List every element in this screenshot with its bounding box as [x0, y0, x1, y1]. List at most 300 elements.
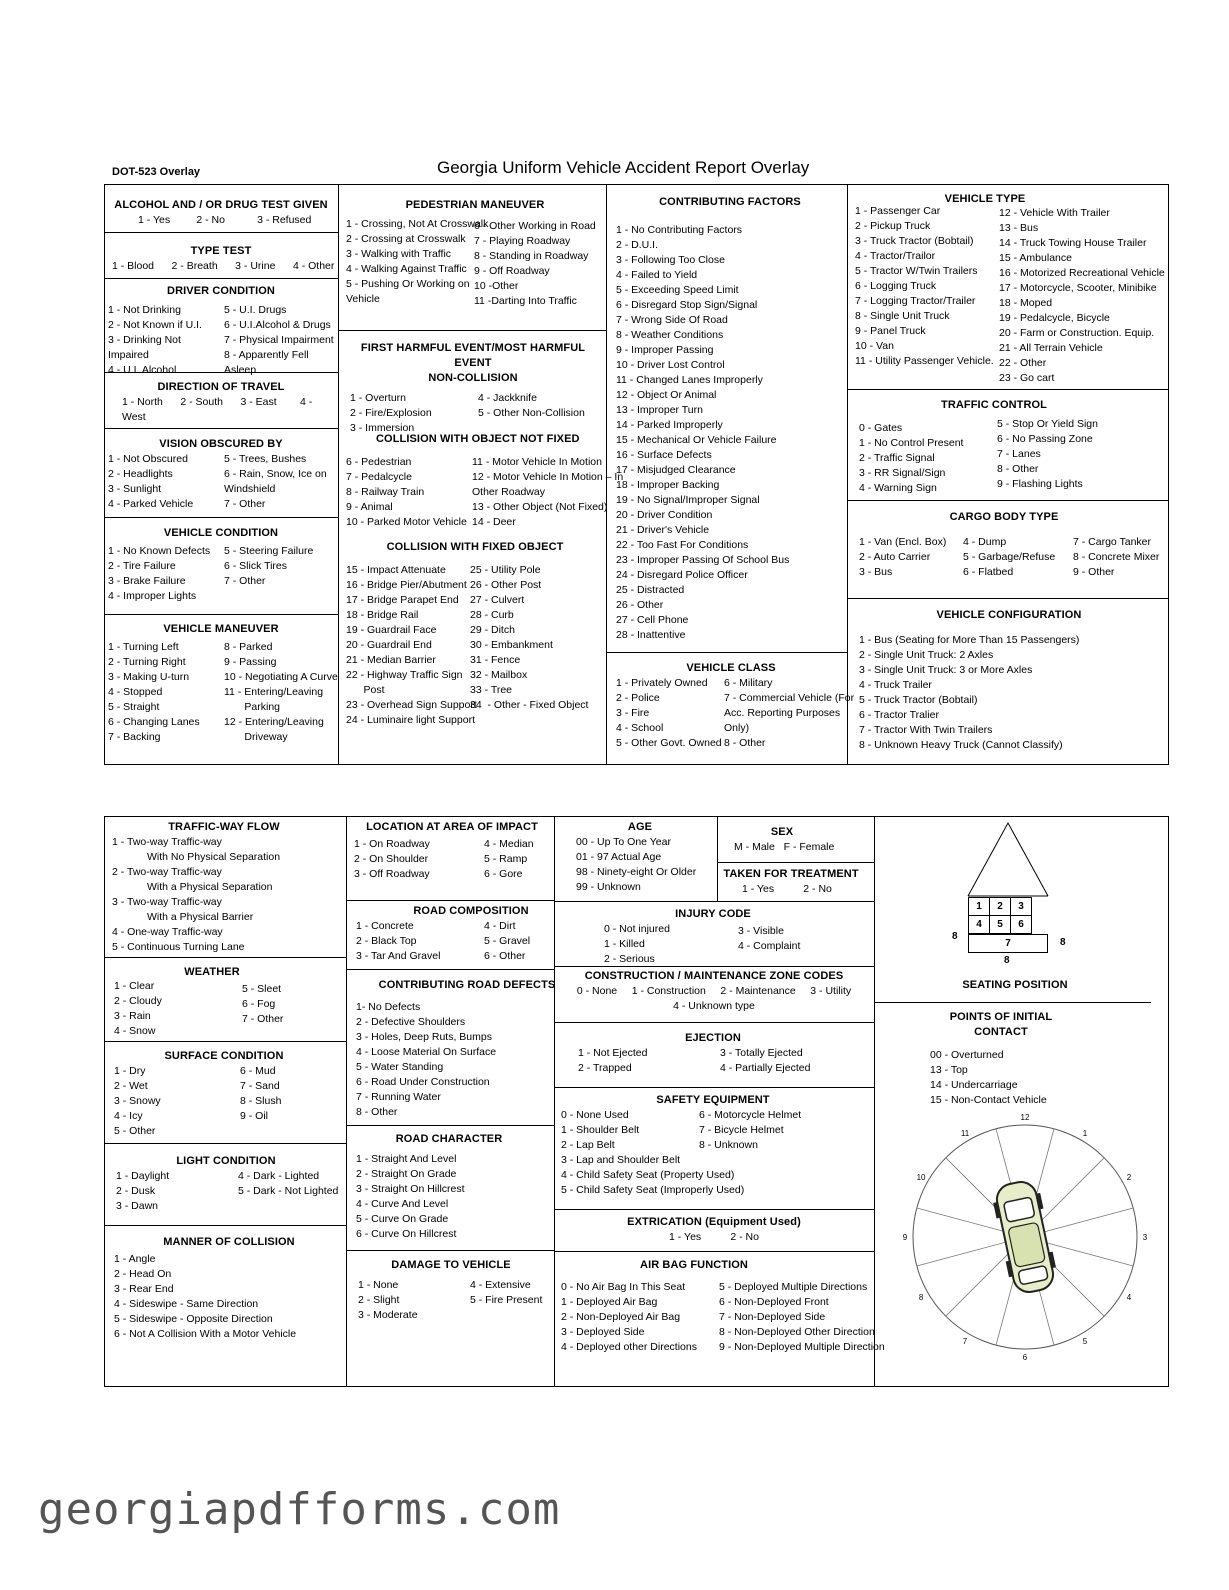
list-item: Vehicle	[346, 293, 380, 305]
list-item: 4 - School	[616, 722, 664, 734]
list-item: 3 - Straight On Hillcrest	[356, 1183, 465, 1195]
trafficway-section	[112, 820, 344, 955]
seating-title: SEATING POSITION	[962, 979, 1068, 991]
list-item: 4 - Child Safety Seat (Property Used)	[561, 1169, 735, 1181]
list-item: 11 -Darting Into Traffic	[474, 295, 577, 307]
list-item: 15 - Impact Attenuate	[346, 564, 446, 576]
list-item: 6 - Disregard Stop Sign/Signal	[616, 299, 758, 311]
treatment-section	[720, 867, 872, 897]
clock-label[interactable]: 6	[1022, 1353, 1028, 1362]
collision-fixed-title: COLLISION WITH FIXED OBJECT	[386, 541, 564, 553]
list-item: 22 - Too Fast For Conditions	[616, 539, 749, 551]
list-item: 6 - Slick Tires	[224, 560, 288, 572]
seating-grid	[968, 897, 1032, 934]
list-item: 23 - Go cart	[999, 372, 1055, 384]
alcohol-no: 2 - No	[196, 214, 225, 226]
list-item: 14 - Undercarriage	[930, 1079, 1018, 1091]
list-item: 9 - Panel Truck	[855, 325, 926, 337]
list-item: 6 - Flatbed	[963, 566, 1014, 578]
type-test-item: 3 - Urine	[235, 260, 276, 272]
list-item: 2 - Lap Belt	[561, 1139, 615, 1151]
construction-line2: 4 - Unknown type	[673, 1000, 755, 1012]
list-item: 4 - Complaint	[738, 940, 801, 952]
direction-line2: West	[122, 411, 146, 423]
list-item: 1 - Not Obscured	[108, 453, 188, 465]
list-item: 7 - Other	[224, 575, 266, 587]
list-item: 5 - Curve On Grade	[356, 1213, 449, 1225]
damage-title: DAMAGE TO VEHICLE	[391, 1259, 511, 1271]
list-item: 8 - Single Unit Truck	[855, 310, 950, 322]
damage-section	[358, 1258, 552, 1323]
list-item: 5 - Continuous Turning Lane	[112, 941, 245, 953]
airbag-section	[561, 1258, 885, 1355]
list-item: 7 - Cargo Tanker	[1073, 536, 1152, 548]
road-defects-title: CONTRIBUTING ROAD DEFECTS	[378, 979, 556, 991]
weather-title: WEATHER	[184, 966, 240, 978]
list-item: With No Physical Separation	[112, 851, 281, 863]
list-item: 8 - Other	[724, 737, 766, 749]
list-item: 6 - Curve On Hillcrest	[356, 1228, 457, 1240]
list-item: 1 - Not Ejected	[578, 1047, 648, 1059]
list-item: 29 - Ditch	[470, 624, 515, 636]
list-item: 7 - Playing Roadway	[474, 235, 571, 247]
list-item: 2 - Turning Right	[108, 656, 186, 668]
seat-8-right[interactable]: 8	[1060, 937, 1066, 948]
list-item: 6 - Rain, Snow, Ice on	[224, 468, 327, 480]
list-item: 1 - No Control Present	[859, 437, 964, 449]
list-item: 4 - U.I. Alcohol	[108, 364, 177, 376]
list-item: 5 - Child Safety Seat (Improperly Used)	[561, 1184, 745, 1196]
list-item: 8 - Non-Deployed Other Direction	[719, 1326, 875, 1338]
list-item: 2 - Slight	[358, 1294, 400, 1306]
list-item: 18 - Improper Backing	[616, 479, 720, 491]
list-item: 5 - Sleet	[242, 983, 282, 995]
list-item: 5 - Trees, Bushes	[224, 453, 307, 465]
list-item: 7 - Backing	[108, 731, 161, 743]
list-item: 1 - Turning Left	[108, 641, 179, 653]
vehicle-config-title: VEHICLE CONFIGURATION	[936, 609, 1082, 621]
type-test-section	[108, 244, 334, 274]
safety-section	[561, 1093, 872, 1198]
list-item: 5 - Other Govt. Owned	[616, 737, 722, 749]
construction-section	[556, 969, 872, 1014]
list-item: 2 - Pickup Truck	[855, 220, 931, 232]
seat-6[interactable]: 6	[1011, 916, 1032, 934]
list-item: 6 - Road Under Construction	[356, 1076, 490, 1088]
list-item: 17 - Misjudged Clearance	[616, 464, 736, 476]
clock-label[interactable]: 8	[918, 1293, 924, 1302]
list-item: 4 - Snow	[114, 1025, 156, 1037]
list-item: 12 - Vehicle With Trailer	[999, 207, 1110, 219]
list-item: 00 - Overturned	[930, 1049, 1004, 1061]
list-item: 3 - Rain	[114, 1010, 151, 1022]
seat-8-bottom[interactable]: 8	[1004, 955, 1010, 966]
list-item: 1 - Concrete	[356, 920, 414, 932]
list-item: 6 - Pedestrian	[346, 456, 412, 468]
traffic-control-title: TRAFFIC CONTROL	[941, 399, 1047, 411]
list-item: 6 - No Passing Zone	[997, 433, 1093, 445]
list-item: 5 - Fire Present	[470, 1294, 543, 1306]
list-item: 4 - Improper Lights	[108, 590, 197, 602]
list-item: 7 - Physical Impairment	[224, 334, 334, 346]
list-item: 3 - Two-way Traffic-way	[112, 896, 222, 908]
list-item: 8 - Apparently Fell Asleep	[224, 349, 309, 376]
list-item: 2 - Defective Shoulders	[356, 1016, 466, 1028]
vehicle-maneuver-title: VEHICLE MANEUVER	[163, 623, 279, 635]
list-item: 4 - Sideswipe - Same Direction	[114, 1298, 259, 1310]
list-item: 2 - Two-way Traffic-way	[112, 866, 222, 878]
extrication-items: 1 - Yes 2 - No	[669, 1231, 759, 1243]
list-item: 9 - Other	[1073, 566, 1115, 578]
list-item: Driveway	[224, 731, 288, 743]
ejection-title: EJECTION	[685, 1032, 741, 1044]
alcohol-refused: 3 - Refused	[257, 214, 312, 226]
cargo-section	[859, 510, 1165, 580]
list-item: 5 - Pushing Or Working on	[346, 278, 470, 290]
list-item: 33 - Tree	[470, 684, 513, 696]
list-item: 3 - Brake Failure	[108, 575, 186, 587]
list-item: 16 - Surface Defects	[616, 449, 712, 461]
list-item: 4 - Stopped	[108, 686, 163, 698]
list-item: 1 - No Contributing Factors	[616, 224, 743, 236]
collision-not-fixed-title: COLLISION WITH OBJECT NOT FIXED	[376, 433, 580, 445]
list-item: 14 - Parked Improperly	[616, 419, 723, 431]
list-item: 99 - Unknown	[576, 881, 641, 893]
list-item: 5 - Gravel	[484, 935, 531, 947]
list-item: 1 - Dry	[114, 1065, 146, 1077]
list-item: 18 - Bridge Rail	[346, 609, 419, 621]
list-item: 14 - Truck Towing House Trailer	[999, 237, 1147, 249]
vehicle-type-title: VEHICLE TYPE	[944, 193, 1026, 205]
list-item: Parking	[224, 701, 281, 713]
list-item: 7 - Other	[242, 1013, 284, 1025]
list-item: 15 - Mechanical Or Vehicle Failure	[616, 434, 777, 446]
list-item: 9 - Off Roadway	[474, 265, 550, 277]
list-item: Other Roadway	[472, 486, 545, 498]
road-char-title: ROAD CHARACTER	[395, 1133, 503, 1145]
seat-3[interactable]: 3	[1011, 898, 1032, 916]
list-item: 11 - Entering/Leaving	[224, 686, 324, 698]
driver-condition-title: DRIVER CONDITION	[167, 285, 275, 297]
list-item: 6 - Not A Collision With a Motor Vehicle	[114, 1328, 297, 1340]
list-item: 23 - Overhead Sign Support	[346, 699, 477, 711]
list-item: 2 - On Shoulder	[354, 853, 429, 865]
list-item: 3 - Sunlight	[108, 483, 162, 495]
list-item: 0 - Gates	[859, 422, 903, 434]
list-item: 2 - Crossing at Crosswalk	[346, 233, 466, 245]
list-item: 3 - Immersion	[350, 422, 415, 434]
vehicle-condition-section	[108, 526, 334, 604]
list-item: 25 - Utility Pole	[470, 564, 541, 576]
list-item: 15 - Non-Contact Vehicle	[930, 1094, 1047, 1106]
list-item: 3 - Truck Tractor (Bobtail)	[855, 235, 974, 247]
construction-title: CONSTRUCTION / MAINTENANCE ZONE CODES	[584, 970, 844, 982]
type-test-item: 4 - Other	[292, 260, 335, 272]
list-item: 1 - Straight And Level	[356, 1153, 457, 1165]
list-item: 2 - Traffic Signal	[859, 452, 935, 464]
clock-label[interactable]: 5	[1082, 1336, 1088, 1346]
list-item: 5 - Dark - Not Lighted	[238, 1185, 339, 1197]
list-item: 30 - Embankment	[470, 639, 553, 651]
first-harmful-title: FIRST HARMFUL EVENT/MOST HARMFUL EVENT	[360, 342, 586, 369]
list-item: 12 - Motor Vehicle In Motion – In	[472, 471, 624, 483]
list-item: 2 - Straight On Grade	[356, 1168, 457, 1180]
seat-7[interactable]: 7	[968, 934, 1048, 953]
contact-section	[930, 1010, 1160, 1108]
direction-line1: 1 - North 2 - South 3 - East 4 -	[122, 396, 313, 408]
list-item: 6 - Other Working in Road	[474, 220, 596, 232]
list-item: 7 - Logging Tractor/Trailer	[855, 295, 976, 307]
treatment-items: 1 - Yes 2 - No	[742, 883, 832, 895]
list-item: 8 - Other	[356, 1106, 398, 1118]
list-item: Windshield	[224, 483, 276, 495]
list-item: 2 - Non-Deployed Air Bag	[561, 1311, 681, 1323]
clock-label[interactable]: 4	[1126, 1293, 1132, 1302]
list-item: 6 - Other	[484, 950, 526, 962]
direction-title: DIRECTION OF TRAVEL	[157, 381, 285, 393]
list-item: 1 - Not Drinking	[108, 304, 181, 316]
vehicle-config-section	[859, 608, 1165, 753]
list-item: 3 - Totally Ejected	[720, 1047, 803, 1059]
list-item: 12 - Entering/Leaving	[224, 716, 324, 728]
list-item: 13 - Bus	[999, 222, 1039, 234]
page-title: Georgia Uniform Vehicle Accident Report Overlay	[437, 158, 810, 177]
sex-title: SEX	[770, 826, 794, 838]
seat-4[interactable]: 4	[969, 916, 990, 934]
list-item: 3 - Fire	[616, 707, 650, 719]
surface-title: SURFACE CONDITION	[164, 1050, 284, 1062]
driver-condition-section	[108, 284, 334, 378]
cargo-title: CARGO BODY TYPE	[949, 511, 1059, 523]
extrication-section	[556, 1215, 872, 1245]
list-item: Acc. Reporting Purposes	[724, 707, 841, 719]
location-title: LOCATION AT AREA OF IMPACT	[366, 821, 538, 833]
manner-title: MANNER OF COLLISION	[163, 1236, 295, 1248]
list-item: 1- No Defects	[356, 1001, 421, 1013]
road-defects-section	[356, 978, 556, 1120]
seat-8-left[interactable]: 8	[952, 931, 958, 942]
list-item: 2 - Serious	[604, 953, 655, 965]
list-item: 5 - Sideswipe - Opposite Direction	[114, 1313, 273, 1325]
list-item: With a Physical Separation	[112, 881, 273, 893]
clock-label[interactable]: 9	[902, 1233, 908, 1242]
clock-label[interactable]: 3	[1142, 1233, 1148, 1242]
list-item: 5 - Other	[114, 1125, 156, 1137]
list-item: 4 - Deployed other Directions	[561, 1341, 697, 1353]
form-id: DOT-523 Overlay	[112, 166, 201, 178]
list-item: 5 - Truck Tractor (Bobtail)	[859, 694, 978, 706]
alcohol-section	[108, 198, 334, 228]
list-item: 15 - Ambulance	[999, 252, 1072, 264]
direction-section	[108, 380, 334, 425]
list-item: 13 - Top	[930, 1064, 968, 1076]
list-item: 6 - Military	[724, 677, 773, 689]
list-item: 5 - Stop Or Yield Sign	[997, 418, 1098, 430]
list-item: 11 - Changed Lanes Improperly	[616, 374, 763, 386]
list-item: 4 - Warning Sign	[859, 482, 937, 494]
vehicle-type-section	[855, 192, 1165, 386]
list-item: 8 - Unknown Heavy Truck (Cannot Classify)	[859, 739, 1063, 751]
list-item: 2 - D.U.I.	[616, 239, 659, 251]
list-item: 19 - No Signal/Improper Signal	[616, 494, 760, 506]
list-item: 2 - Auto Carrier	[859, 551, 931, 563]
clock-label[interactable]: 11	[960, 1129, 970, 1139]
contact-clock-diagram	[900, 1105, 1150, 1383]
seat-5[interactable]: 5	[990, 916, 1011, 934]
list-item: 6 - Changing Lanes	[108, 716, 200, 728]
list-item: 7 - Bicycle Helmet	[699, 1124, 784, 1136]
list-item: 21 - Driver's Vehicle	[616, 524, 710, 536]
list-item: 19 - Pedalcycle, Bicycle	[999, 312, 1110, 324]
list-item: 4 - Curve And Level	[356, 1198, 449, 1210]
list-item: 2 - Not Known if U.I.	[108, 319, 202, 331]
clock-label[interactable]: 12	[1020, 1113, 1030, 1122]
list-item: 20 - Guardrail End	[346, 639, 432, 651]
vehicle-maneuver-section	[108, 622, 338, 745]
list-item: 8 - Railway Train	[346, 486, 425, 498]
first-harmful-section	[342, 341, 604, 436]
list-item: 8 - Parked	[224, 641, 273, 653]
list-item: 4 - Dump	[963, 536, 1007, 548]
list-item: 3 - Dawn	[116, 1200, 159, 1212]
light-section	[116, 1154, 344, 1214]
list-item: 23 - Improper Passing Of School Bus	[616, 554, 790, 566]
list-item: 4 - Partially Ejected	[720, 1062, 811, 1074]
list-item: 28 - Inattentive	[616, 629, 686, 641]
list-item: 4 - Parked Vehicle	[108, 498, 194, 510]
list-item: 24 - Disregard Police Officer	[616, 569, 748, 581]
list-item: Post	[346, 684, 385, 696]
list-item: 6 - Gore	[484, 868, 523, 880]
list-item: 16 - Bridge Pier/Abutment	[346, 579, 467, 591]
list-item: 2 - Single Unit Truck: 2 Axles	[859, 649, 994, 661]
list-item: 2 - Wet	[114, 1080, 148, 1092]
list-item: 0 - No Air Bag In This Seat	[561, 1281, 686, 1293]
list-item: 5 - Exceeding Speed Limit	[616, 284, 739, 296]
list-item: 10 - Negotiating A Curve	[224, 671, 338, 683]
list-item: 5 - Deployed Multiple Directions	[719, 1281, 868, 1293]
list-item: 2 - Headlights	[108, 468, 173, 480]
list-item: 31 - Fence	[470, 654, 521, 666]
list-item: 1 - Shoulder Belt	[561, 1124, 640, 1136]
clock-label[interactable]: 1	[1082, 1129, 1088, 1139]
list-item: 1 - Privately Owned	[616, 677, 708, 689]
alcohol-yes: 1 - Yes	[138, 214, 171, 226]
seat-2[interactable]: 2	[990, 898, 1011, 916]
list-item: 2 - Dusk	[116, 1185, 156, 1197]
road-comp-title: ROAD COMPOSITION	[413, 905, 529, 917]
type-test-item: 1 - Blood	[112, 260, 155, 272]
list-item: 10 -Other	[474, 280, 519, 292]
list-item: 3 - Deployed Side	[561, 1326, 645, 1338]
list-item: 01 - 97 Actual Age	[576, 851, 662, 863]
list-item: 26 - Other Post	[470, 579, 542, 591]
watermark: georgiapdfforms.com	[38, 1484, 561, 1535]
contributing-section	[616, 195, 844, 643]
list-item: 6 - U.I.Alcohol & Drugs	[224, 319, 331, 331]
vehicle-condition-title: VEHICLE CONDITION	[163, 527, 279, 539]
list-item: 3 - Moderate	[358, 1309, 418, 1321]
contributing-title: CONTRIBUTING FACTORS	[659, 196, 801, 208]
light-title: LIGHT CONDITION	[176, 1155, 276, 1167]
list-item: 2 - Head On	[114, 1268, 172, 1280]
list-item: 9 - Non-Deployed Multiple Direction	[719, 1341, 885, 1353]
list-item: 9 - Oil	[240, 1110, 269, 1122]
type-test-title: TYPE TEST	[190, 245, 252, 257]
list-item: 22 - Highway Traffic Sign	[346, 669, 463, 681]
list-item: 1 - Van (Encl. Box)	[859, 536, 947, 548]
list-item: 3 - Following Too Close	[616, 254, 725, 266]
list-item: 8 - Slush	[240, 1095, 282, 1107]
trafficway-title: TRAFFIC-WAY FLOW	[168, 821, 280, 833]
list-item: 8 - Concrete Mixer	[1073, 551, 1160, 563]
pedestrian-title: PEDESTRIAN MANEUVER	[405, 199, 545, 211]
list-item: 9 - Animal	[346, 501, 393, 513]
list-item: With a Physical Barrier	[112, 911, 254, 923]
list-item: 6 - Non-Deployed Front	[719, 1296, 829, 1308]
list-item: 5 - Garbage/Refuse	[963, 551, 1056, 563]
vehicle-class-section	[616, 661, 855, 751]
list-item: 4 - One-way Traffic-way	[112, 926, 223, 938]
seat-1[interactable]: 1	[969, 898, 990, 916]
list-item: 1 - Two-way Traffic-way	[112, 836, 222, 848]
list-item: 17 - Motorcycle, Scooter, Minibike	[999, 282, 1157, 294]
list-item: 1 - On Roadway	[354, 838, 430, 850]
list-item: 8 - Other	[997, 463, 1039, 475]
list-item: 3 - Bus	[859, 566, 893, 578]
type-test-item: 2 - Breath	[171, 260, 218, 272]
list-item: 7 - Sand	[240, 1080, 280, 1092]
list-item: 26 - Other	[616, 599, 664, 611]
location-section	[354, 820, 552, 882]
list-item: 98 - Ninety-eight Or Older	[576, 866, 697, 878]
alcohol-title: ALCOHOL AND / OR DRUG TEST GIVEN	[114, 199, 328, 211]
list-item: 1 - Daylight	[116, 1170, 170, 1182]
list-item: 4 - Jackknife	[478, 392, 537, 404]
list-item: 4 - Truck Trailer	[859, 679, 932, 691]
list-item: 7 - Non-Deployed Side	[719, 1311, 826, 1323]
list-item: 4 - Dirt	[484, 920, 516, 932]
injury-title: INJURY CODE	[675, 908, 751, 920]
clock-label[interactable]: 2	[1126, 1173, 1132, 1182]
list-item: 19 - Guardrail Face	[346, 624, 437, 636]
list-item: 8 - Weather Conditions	[616, 329, 724, 341]
list-item: 10 - Parked Motor Vehicle	[346, 516, 467, 528]
list-item: 7 - Tractor With Twin Trailers	[859, 724, 993, 736]
list-item: 1 - No Known Defects	[108, 545, 211, 557]
weather-section	[114, 965, 344, 1039]
surface-section	[114, 1049, 344, 1139]
list-item: 2 - Fire/Explosion	[350, 407, 432, 419]
list-item: 12 - Object Or Animal	[616, 389, 717, 401]
clock-label[interactable]: 7	[962, 1336, 968, 1346]
list-item: 5 - U.I. Drugs	[224, 304, 287, 316]
list-item: 27 - Culvert	[470, 594, 525, 606]
list-item: 4 - Extensive	[470, 1279, 531, 1291]
list-item: 1 - Killed	[604, 938, 645, 950]
list-item: 1 - Bus (Seating for More Than 15 Passengers)	[859, 634, 1080, 646]
list-item: 7 - Pedalcycle	[346, 471, 412, 483]
pedestrian-section	[346, 198, 604, 309]
list-item: 22 - Other	[999, 357, 1047, 369]
list-item: 17 - Bridge Parapet End	[346, 594, 459, 606]
list-item: 0 - None Used	[561, 1109, 629, 1121]
clock-label[interactable]: 10	[916, 1173, 926, 1182]
list-item: 10 - Van	[855, 340, 894, 352]
list-item: 8 - Unknown	[699, 1139, 758, 1151]
list-item: 27 - Cell Phone	[616, 614, 689, 626]
list-item: 1 - Crossing, Not At Crosswalk	[346, 218, 489, 230]
